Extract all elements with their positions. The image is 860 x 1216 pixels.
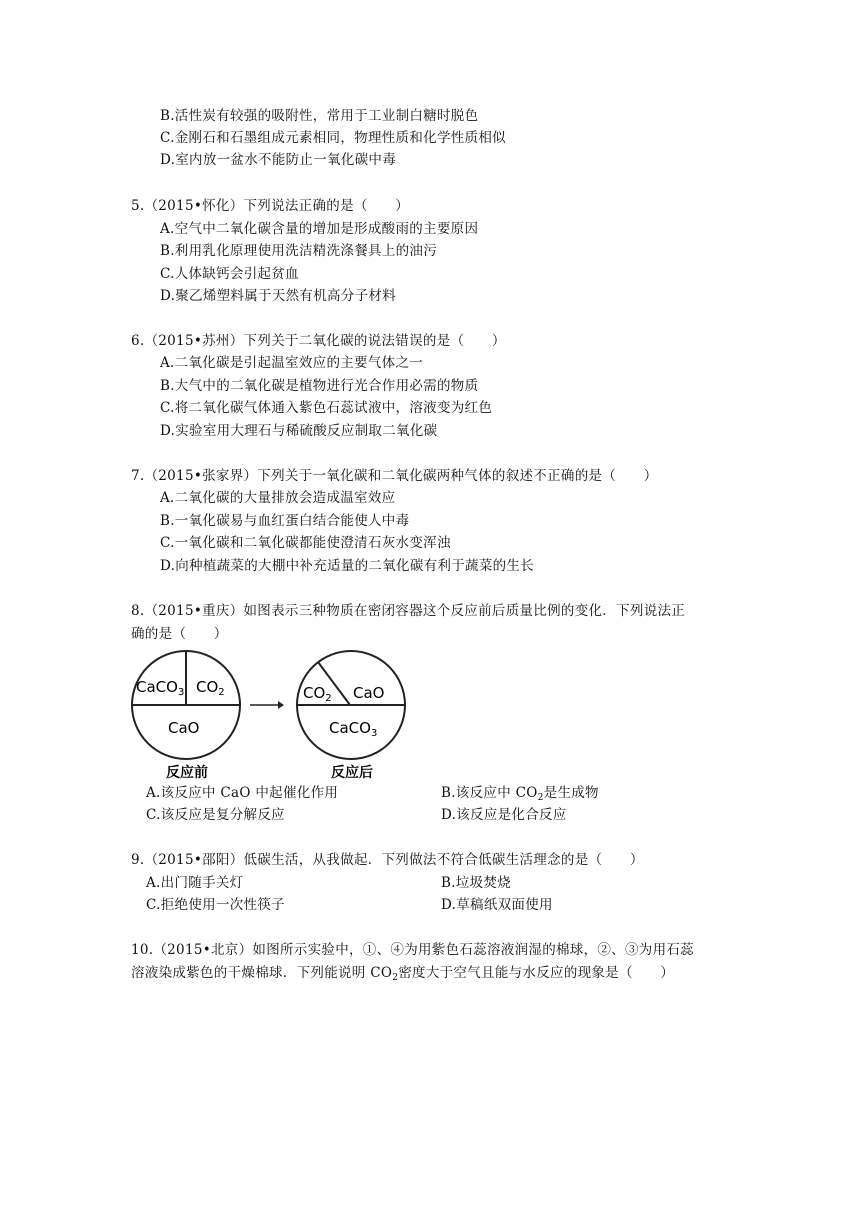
question-6-stem: 6.（2015•苏州）下列关于二氧化碳的说法错误的是（ ）	[131, 333, 506, 349]
question-8-stem-line1: 8.（2015•重庆）如图表示三种物质在密闭容器这个反应前后质量比例的变化．下列说法正	[131, 603, 686, 619]
question-10-stem-line2: 溶液染成紫色的干燥棉球．下列能说明 $CO_2$密度大于空气且能与水反应的现象是（ ）	[131, 965, 675, 983]
before-co2-label: $CO_2$	[196, 678, 225, 698]
before-reaction-pie	[132, 651, 240, 780]
question-7-stem: 7.（2015•张家界）下列关于一氧化碳和二氧化碳两种气体的叙述不正确的是（ ）	[131, 468, 658, 484]
question-7-option-a: A.二氧化碳的大量排放会造成温室效应	[160, 490, 396, 506]
question-6-option-d: D.实验室用大理石与稀硫酸反应制取二氧化碳	[160, 423, 438, 439]
option-c: C.金刚石和石墨组成元素相同，物理性质和化学性质相似	[160, 130, 506, 146]
question-7-option-b: B.一氧化碳易与血红蛋白结合能使人中毒	[160, 513, 410, 529]
question-5-option-a: A.空气中二氧化碳含量的增加是形成酸雨的主要原因	[160, 221, 479, 237]
after-co2-label: $CO_2$	[303, 684, 332, 704]
before-caco3-label: CaCO$_3$	[136, 678, 185, 698]
question-5-option-d: D.聚乙烯塑料属于天然有机高分子材料	[160, 288, 397, 304]
after-reaction-pie	[297, 651, 405, 780]
question-5-option-c: C.人体缺钙会引起贫血	[160, 266, 299, 282]
after-cao-label: CaO	[353, 684, 385, 702]
before-caption: 反应前	[166, 765, 208, 780]
option-d: D.室内放一盆水不能防止一氧化碳中毒	[160, 152, 397, 168]
question-7-option-d: D.向种植蔬菜的大棚中补充适量的二氧化碳有利于蔬菜的生长	[160, 558, 535, 574]
before-cao-label: CaO	[168, 719, 200, 737]
question-10-stem-line1: 10.（2015•北京）如图所示实验中，①、④为用紫色石蕊溶液润湿的棉球，②、③为用石蕊	[131, 942, 694, 958]
question-8-option-d: D.该反应是化合反应	[441, 807, 567, 823]
question-8-stem-line2: 确的是（ ）	[131, 626, 228, 642]
question-9-option-d: D.草稿纸双面使用	[441, 897, 553, 913]
question-7-option-c: C.一氧化碳和二氧化碳都能使澄清石灰水变浑浊	[160, 535, 451, 551]
question-6-option-c: C.将二氧化碳气体通入紫色石蕊试液中，溶液变为红色	[160, 400, 493, 416]
after-caption: 反应后	[331, 765, 373, 780]
question-5-option-b: B.利用乳化原理使用洗洁精洗涤餐具上的油污	[160, 243, 438, 259]
question-8-option-a: A.该反应中 CaO 中起催化作用	[146, 785, 339, 801]
reaction-arrow	[250, 701, 284, 709]
question-8-option-b: B.该反应中 $CO_2$是生成物	[441, 785, 599, 803]
question-5-stem: 5.（2015•怀化）下列说法正确的是（ ）	[131, 198, 410, 214]
question-6-option-a: A.二氧化碳是引起温室效应的主要气体之一	[160, 355, 424, 371]
question-6-option-b: B.大气中的二氧化碳是植物进行光合作用必需的物质	[160, 378, 479, 394]
question-9-option-a: A.出门随手关灯	[146, 875, 244, 891]
question-9-option-c: C.拒绝使用一次性筷子	[146, 897, 285, 913]
question-9-option-b: B.垃圾焚烧	[441, 875, 512, 891]
question-9-stem: 9.（2015•邵阳）低碳生活，从我做起．下列做法不符合低碳生活理念的是（ ）	[131, 852, 644, 868]
question-8-option-c: C.该反应是复分解反应	[146, 807, 285, 823]
reaction-pie-figure	[126, 645, 416, 780]
option-b: B.活性炭有较强的吸附性，常用于工业制白糖时脱色	[160, 108, 479, 124]
after-caco3-label: CaCO$_3$	[329, 719, 378, 739]
